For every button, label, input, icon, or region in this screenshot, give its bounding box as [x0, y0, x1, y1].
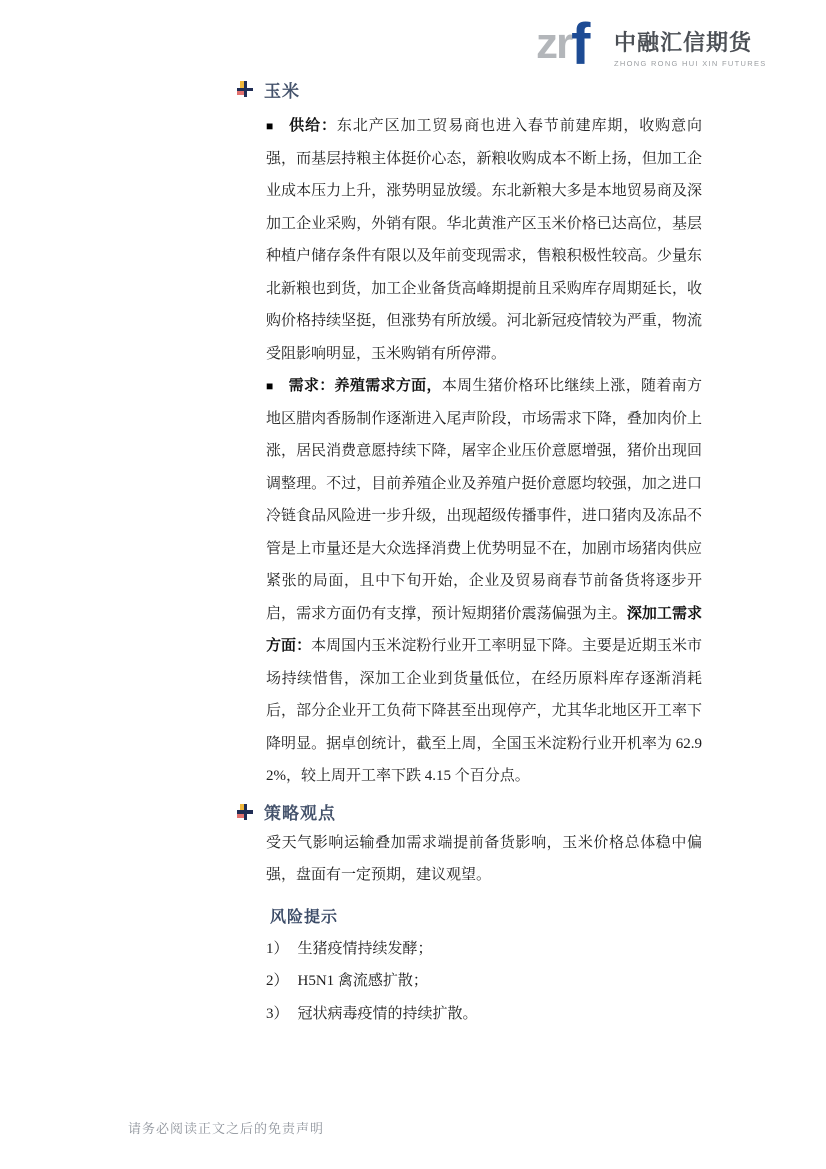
- square-bullet-icon: ■: [266, 119, 275, 133]
- processing-demand-label: 深加工需求方面：: [266, 604, 702, 654]
- supply-label: 供给：: [289, 117, 337, 134]
- risk-list: [266, 933, 707, 1031]
- risk-item-number: 2）: [266, 973, 289, 989]
- demand-paragraph: [266, 370, 702, 793]
- demand-label: 需求：养殖需求方面，: [288, 377, 442, 394]
- risk-item-number: 3）: [266, 1005, 289, 1022]
- company-logo: [536, 12, 776, 77]
- section-heading-strategy: [237, 801, 707, 823]
- plus-bullet-icon: [237, 81, 253, 97]
- company-name-en: ZHONG RONG HUI XIN FUTURES: [614, 59, 767, 68]
- report-body: [237, 78, 707, 1030]
- risk-item-2: [266, 965, 707, 998]
- risk-item-text: 冠状病毒疫情的持续扩散。: [297, 1005, 478, 1022]
- risk-item-number: 1）: [266, 940, 289, 957]
- risk-item-text: H5N1 禽流感扩散；: [297, 973, 428, 989]
- logo-zrf-mark: [536, 12, 589, 77]
- plus-bullet-icon: [237, 804, 253, 820]
- section-title-strategy: 策略观点: [264, 804, 336, 823]
- demand-text-processing: 本周国内玉米淀粉行业开工率明显下降。主要是近期玉米市场持续惜售，深加工企业到货量低位，在经历原料库存逐渐消耗后，部分企业开工负荷下降甚至出现停产，尤其华北地区开工率下降明显。据卓创统计，截至上周，全国玉米淀粉行业开机率为 62.92%，较上周开工率下跌 4.15 个百分点。: [266, 638, 702, 784]
- supply-paragraph: [266, 110, 702, 370]
- demand-text-breeding: 本周生猪价格环比继续上涨，随着南方地区腊肉香肠制作逐渐进入尾声阶段，市场需求下降，叠加肉价上涨，居民消费意愿持续下降，屠宰企业压价意愿增强，猪价出现回调整理。不过，目前养殖企业及养殖户挺价意愿均较强，加之进口冷链食品风险进一步升级，出现超级传播事件，进口猪肉及冻品不管是上市量还是大众选择消费上优势明显不在，加剧市场猪肉供应紧张的局面，且中下旬开始，企业及贸易商春节前备货将逐步开启，需求方面仍有支撑，预计短期猪价震荡偏强为主。: [266, 378, 702, 622]
- risk-item-text: 生猪疫情持续发酵；: [297, 940, 433, 957]
- risk-item-1: [266, 933, 707, 966]
- disclaimer-note: 请务必阅读正文之后的免责声明: [128, 1121, 325, 1136]
- supply-text: 东北产区加工贸易商也进入春节前建库期，收购意向强，而基层持粮主体挺价心态，新粮收购成本不断上扬，但加工企业成本压力上升，涨势明显放缓。东北新粮大多是本地贸易商及深加工企业采购，外销有限。华北黄淮产区玉米价格已达高位，基层种植户储存条件有限以及年前变现需求，售粮积极性较高。少量东北新粮也到货，加工企业备货高峰期提前且采购库存周期延长，收购价格持续坚挺，但涨势有所放缓。河北新冠疫情较为严重，物流受阻影响明显，玉米购销有所停滞。: [266, 118, 702, 362]
- company-name-cn: 中融汇信期货: [614, 30, 753, 55]
- logo-f-letter: f: [571, 12, 589, 77]
- risk-title: 风险提示: [270, 908, 339, 926]
- strategy-paragraph: 受天气影响运输叠加需求端提前备货影响，玉米价格总体稳中偏强，盘面有一定预期，建议观望。: [266, 834, 702, 883]
- section-title-corn: 玉米: [264, 81, 300, 101]
- section-heading-corn: [237, 78, 707, 100]
- logo-zr-letters: zr: [536, 19, 572, 68]
- logo-text-block: [614, 26, 776, 68]
- square-bullet-icon: ■: [266, 379, 274, 393]
- risk-item-3: [266, 998, 707, 1031]
